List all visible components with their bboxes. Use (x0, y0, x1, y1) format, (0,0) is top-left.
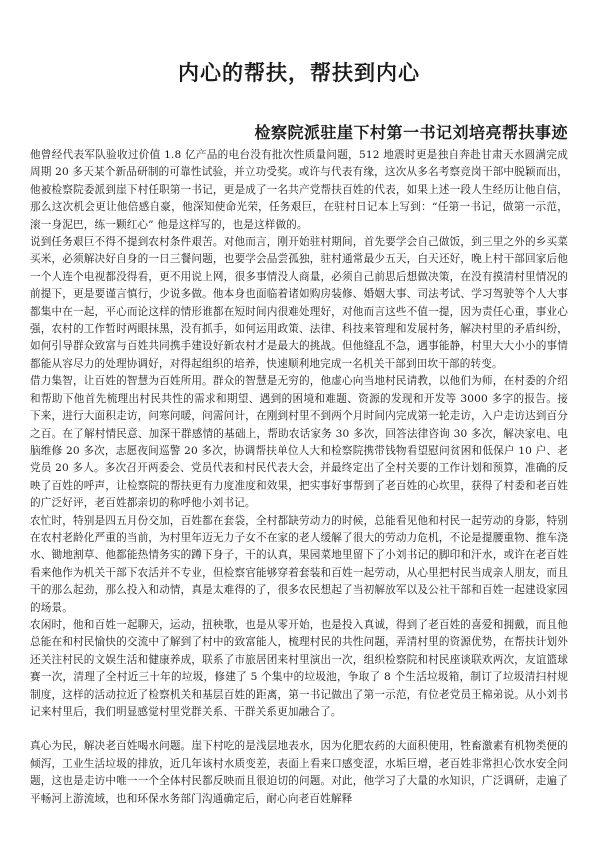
document-body (30, 147, 568, 808)
paragraph-3: 借力集智，让百姓的智慧为百姓所用。群众的智慧是无穷的，他虚心向当地村民请教，以他们为师，在村委的介绍和帮助下他首先梳理出村民共性的需求和期望、遇到的困境和难题、资源的发现和开发等 3000 多字的报告。接下来，进行大面积走访，问寒问暖，问需问计，在刚到村里不到两个月时间内完成第一轮走访，入户走访达到百分之百。在了解村情民意、加深干群感情的基础上，帮助农话家务 30 多次，回答法律咨询 30 多次，解决家电、电脑维修 20 多次，志愿夜间巡警 20 多次，协调帮扶单位人大和检察院携带钱物看望慰问贫困和低保户 10 户、老党员 20 多人。多次召开两委会、党员代表和村民代表大会，并最终定出了全村关要的工作计划和预算，准确的反映了百姓的呼声，让检察院的帮扶更有力度准度和效果，把实事好事帮到了老百姓的心坎里，获得了村委和老百姓的广泛好评，老百姓都亲切的称呼他小刘书记。 (30, 375, 568, 510)
paragraph-6: 真心为民，解决老百姓喝水问题。崖下村吃的是浅层地表水，因为化肥农药的大面积使用，牲畜激素有机物类便的倾泻，工业生活垃圾的排放，近几年该村水质变差，表面上看来口感变涩，水垢巨增，老百姓非常担心饮水安全问题，这也是走访中唯一一个全体村民都反映而且很迫切的问题。对此，他学习了大量的水知识，广泛调研，走遍了平畅河上游流域，也和环保水务部门沟通确定后，耐心向老百姓解释 (30, 740, 568, 805)
paragraph-4: 农忙时，特别是四五月份交加，百姓都在套袋，全村都缺劳动力的时候，总能看见他和村民一起劳动的身影，特别在农村老龄化严重的当前，为村里年迈无力子女不在家的老人缓解了很大的劳动力危机，不论是提腰重物、推车浇水、锄地割草、他都能热情务实的蹲下身子，干的认真，果园菜地里留下了小刘书记的脚印和汗水，或许在老百姓看来他作为机关干部下农活并不专业，但检察官能够穿着套装和百姓一起劳动，从心里把村民当成亲人朋友，而且干的那么起劲，那么投入和动情，真是太难得的了，很多农民想起了当初解放军以及公社干部和百姓一起建设家园的场景。 (30, 514, 568, 614)
paragraph-5: 农闲时，他和百姓一起聊天，运动，扭秧歌，也是从零开始，也是投入真诚，得到了老百姓的喜爱和拥戴，而且他总能在和村民愉快的交流中了解到了村中的致富能人，梳理村民的共性问题，弄清村里的资源优势，在帮扶计划外还关注村民的文娱生活和健康养成，联系了市旅居团来村里演出一次，组织检察院和村民座谈联欢两次，友谊篮球赛一次，清理了全村近三十年的垃圾，修建了 5 个集中的垃圾池，争取了 8 个生活垃圾箱，制订了垃圾清扫村规制度，这样的活动拉近了检察机关和基层百姓的距离，第一书记做出了第一示范，有位老党员王棉弟说。从小刘书记来村里后，我们明显感觉村里党群关系、干群关系更加融合了。 (30, 618, 568, 718)
document-title: 内心的帮扶，帮扶到内心 (178, 60, 420, 85)
paragraph-2: 说到任务艰巨不得不提到农村条件艰苦。对他而言，刚开始驻村期间，首先要学会自己做饭，到三里之外的乡买菜买米，必须解决好自身的一日三餐问题，也要学会品尝孤独，驻村通常最少五天，白天还好，晚上村干部回家后他一个人连个电视都没得看，更不用说上网，很多事情没人商量，必须自己前思后想做决策，在没有摸清村里情况的前提下，更是要谨言慎行，少说多做。他本身也面临着诸如购房装修、婚姻大事、司法考试、学习驾驶等个人大事都集中在一起，平心而论这样的情形谁都在短时间内很难处理好，对他而言这些不值一提，因为责任心重，事业心强，农村的工作暂时两眼抹黑，没有抓手，如何运用政策、法律、科技来管理和发展村务，解决村里的矛盾纠纷，如何引导群众致富与百姓共同携手建设好新农村才是最大的挑战。但他缝乱不急，遇事能静，村里大大小小的事情都能从容尽力的处理协调好，对得起组织的培养，快速顺利地完成一名机关干部到田坎干部的转变。 (30, 236, 568, 370)
document-subtitle: 检察院派驻崖下村第一书记刘培亮帮扶事迹 (254, 123, 568, 142)
paragraph-1: 他曾经代表军队验收过价值 1.8 亿产品的电台没有批次性质量问题，512 地震时更是独自奔赴甘肃天水圆满完成周期 20 多天某个新品研制的可靠性试验，并立功受奖。或许与代表有缘，这次从多名考察竞岗干部中脱颖而出，他被检察院委派到崖下村任职第一书记，更是成了一名共产党帮扶百姓的代表，如果上述一段人生经历让他自信，那么这次机会更让他倍感自豪，他深知使命光荣，任务艰巨，在驻村日记本上写到：“任第一书记，做第一示范，滚一身泥巴，练一颗红心” 他是这样写的，也是这样做的。 (30, 149, 568, 231)
